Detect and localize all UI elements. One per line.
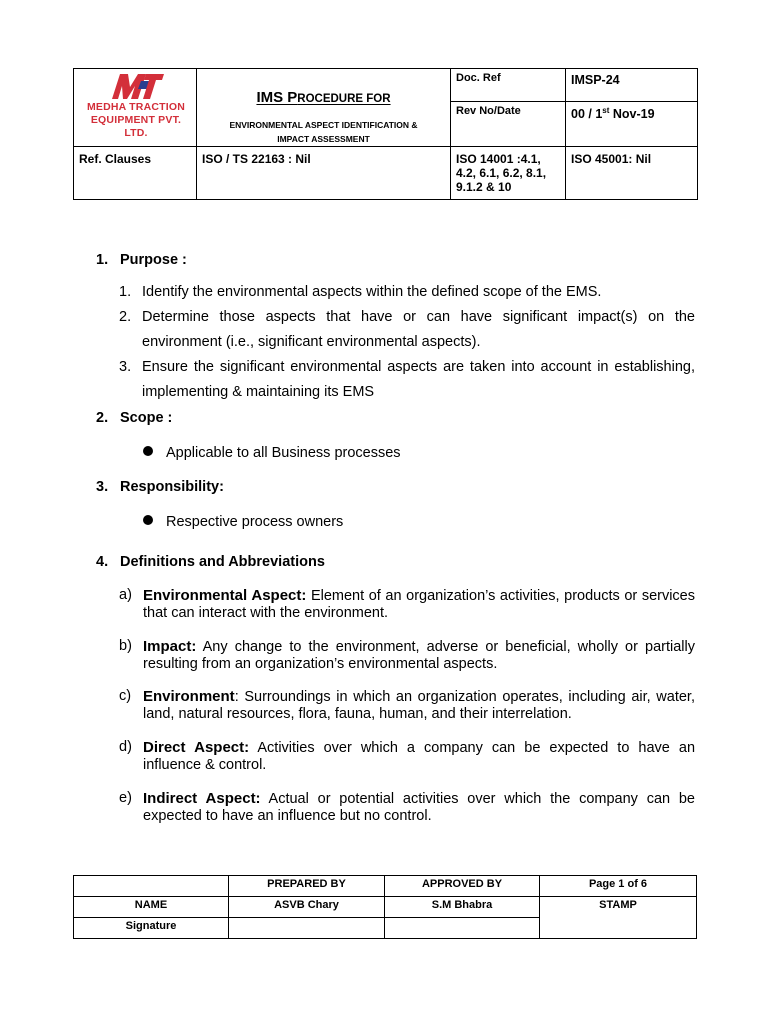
- ref-clauses-label: Ref. Clauses: [74, 147, 197, 200]
- signature-label: Signature: [74, 918, 229, 939]
- section-definitions-heading: 4. Definitions and Abbreviations: [96, 554, 325, 570]
- iso-45001: ISO 45001: Nil: [566, 147, 698, 200]
- definition-environment: c) Environment: Surroundings in which an organization operates, including air, water, land, natural resources, flora, fauna, human, and their interrelation.: [119, 688, 695, 722]
- scope-bullet: Applicable to all Business processes: [143, 445, 401, 461]
- prepared-by-name: ASVB Chary: [229, 897, 385, 918]
- definition-direct-aspect: d) Direct Aspect: Activities over which a company can be expected to have an influence & control.: [119, 739, 696, 773]
- footer-blank-cell: [74, 876, 229, 897]
- document-header: [73, 68, 698, 200]
- approved-signature-cell: [385, 918, 540, 939]
- stamp-cell: STAMP: [540, 897, 697, 939]
- iso-ts-22163: ISO / TS 22163 : Nil: [197, 147, 451, 200]
- purpose-item-1: 1. Identify the environmental aspects within the defined scope of the EMS.: [119, 284, 602, 300]
- approved-by-label: APPROVED BY: [385, 876, 540, 897]
- logo-cell: [74, 69, 197, 147]
- section-purpose-heading: 1. Purpose :: [96, 252, 187, 268]
- responsibility-bullet: Respective process owners: [143, 514, 343, 530]
- rev-label: Rev No/Date: [451, 102, 566, 147]
- definition-impact: b) Impact: Any change to the environment, adverse or beneficial, wholly or partially resulting from an organization’s environmental aspects.: [119, 638, 695, 672]
- doc-ref-label: Doc. Ref: [451, 69, 566, 102]
- doc-ref-value: IMSP-24: [566, 69, 698, 102]
- definition-indirect-aspect: e) Indirect Aspect: Actual or potential activities over which the company can be expected to have an influence but no control.: [119, 790, 695, 824]
- company-logo: [78, 71, 194, 139]
- approval-footer: [73, 875, 697, 939]
- purpose-item-3: 3. Ensure the significant environmental aspects are taken into account in establishing, implementing & maintaining its EMS: [119, 359, 695, 400]
- page-number: Page 1 of 6: [540, 876, 697, 897]
- bullet-icon: [143, 515, 153, 525]
- iso-14001: ISO 14001 :4.1, 4.2, 6.1, 6.2, 8.1, 9.1.2 & 10: [451, 147, 566, 200]
- company-name: MEDHA TRACTION EQUIPMENT PVT. LTD.: [86, 101, 186, 139]
- title-cell: [197, 69, 451, 147]
- name-label: NAME: [74, 897, 229, 918]
- prepared-signature-cell: [229, 918, 385, 939]
- bullet-icon: [143, 446, 153, 456]
- prepared-by-label: PREPARED BY: [229, 876, 385, 897]
- definition-environmental-aspect: a) Environmental Aspect: Element of an organization’s activities, products or services that can interact with the environment.: [119, 587, 695, 621]
- document-title: IMS PROCEDURE FOR: [256, 89, 391, 106]
- mta-logo-icon: [110, 71, 166, 101]
- purpose-item-2: 2. Determine those aspects that have or can have significant impact(s) on the environment (i.e., significant environmental aspects).: [119, 309, 695, 350]
- rev-value: 00 / 1st Nov-19: [566, 102, 698, 147]
- document-subtitle: ENVIRONMENTAL ASPECT IDENTIFICATION & IMPACT ASSESSMENT: [229, 120, 418, 144]
- section-responsibility-heading: 3. Responsibility:: [96, 479, 224, 495]
- section-scope-heading: 2. Scope :: [96, 410, 173, 426]
- approved-by-name: S.M Bhabra: [385, 897, 540, 918]
